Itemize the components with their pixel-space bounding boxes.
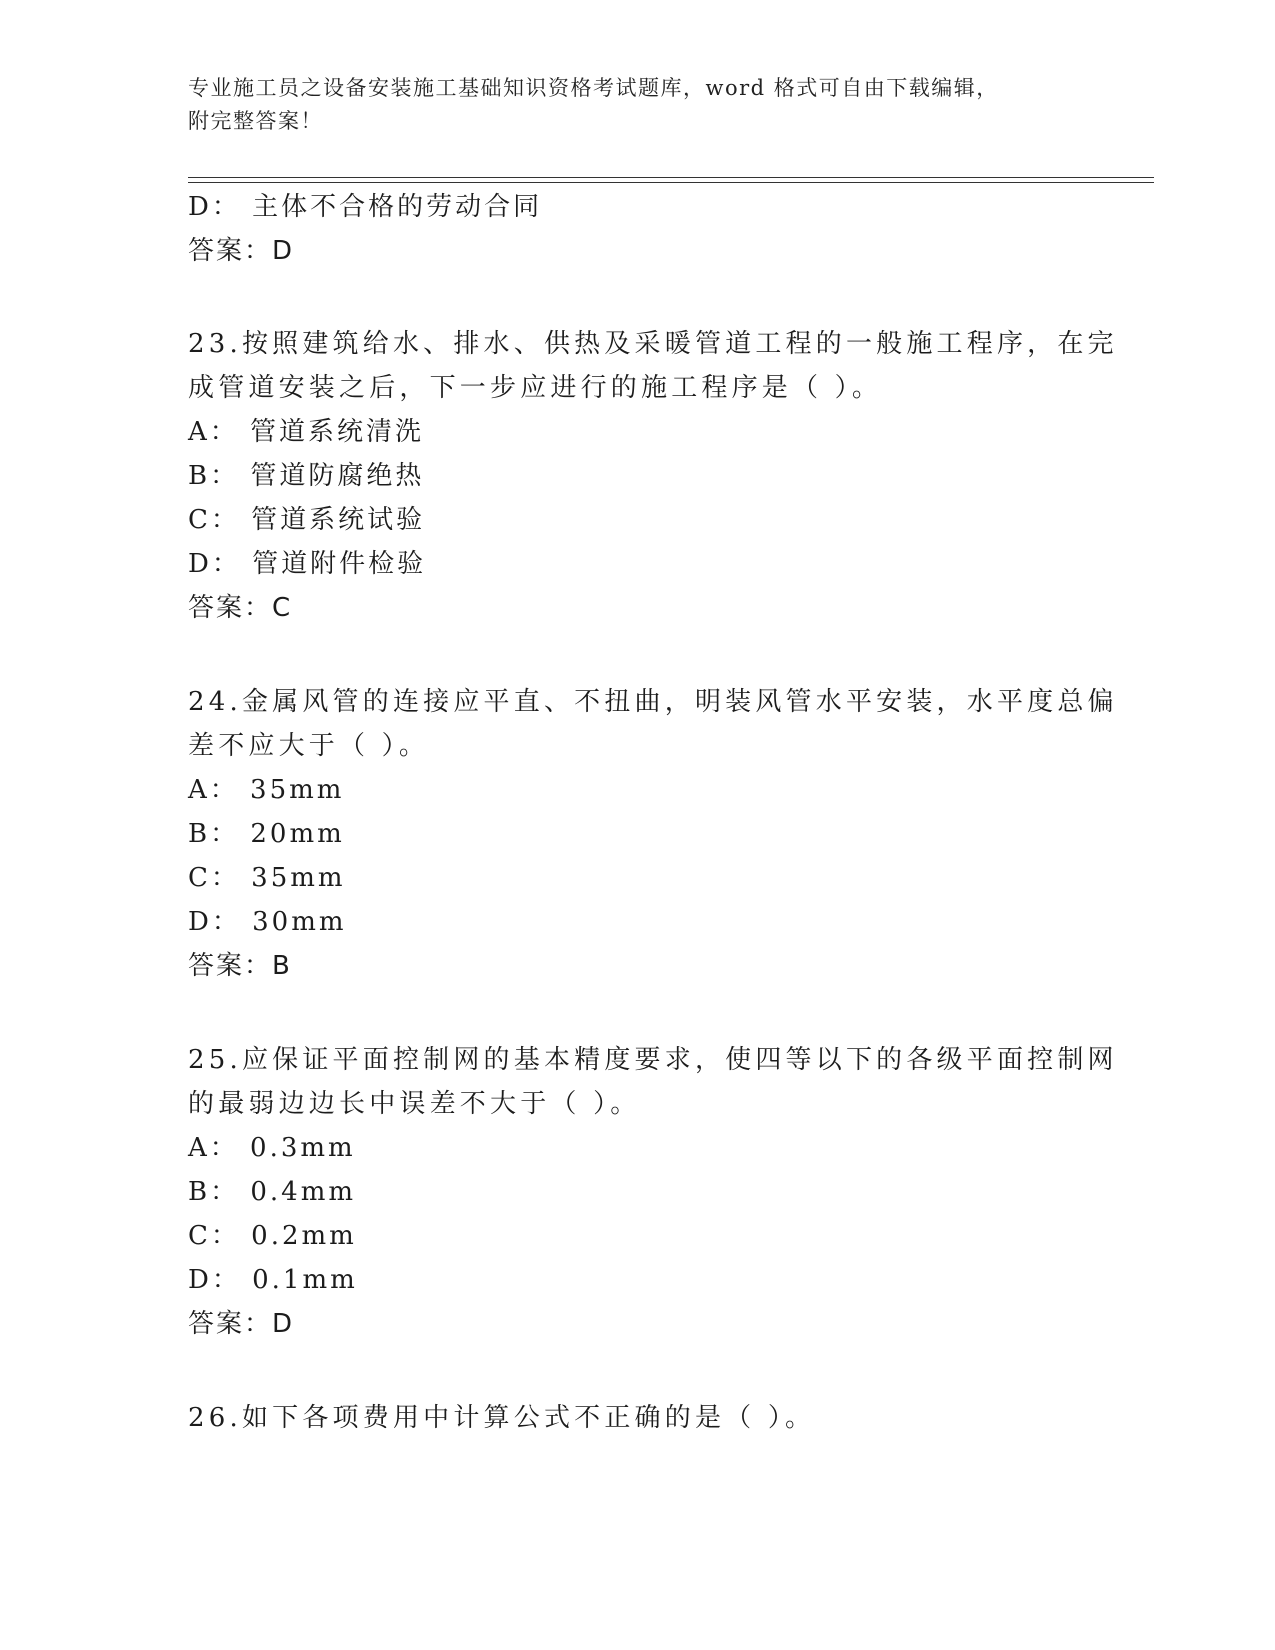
question-23-option-b: B： 管道防腐绝热 <box>188 461 425 491</box>
question-25-option-c: C： 0.2mm <box>188 1221 357 1251</box>
question-25-option-b: B： 0.4mm <box>188 1177 357 1207</box>
header-divider-bottom <box>188 182 1154 183</box>
question-25-option-d: D： 0.1mm <box>188 1265 358 1295</box>
question-23-option-c: C： 管道系统试验 <box>188 505 426 535</box>
answer-line: 答案：D <box>188 236 295 266</box>
question-26-text-line-1: 26.如下各项费用中计算公式不正确的是（ ）。 <box>188 1403 816 1433</box>
question-25-option-a: A： 0.3mm <box>188 1133 356 1163</box>
question-23-text-line-1: 23.按照建筑给水、排水、供热及采暖管道工程的一般施工程序，在完 <box>188 329 1118 359</box>
header-title-line-1: 专业施工员之设备安装施工基础知识资格考试题库，word 格式可自由下载编辑， <box>188 76 999 100</box>
question-24-text-line-2: 差不应大于（ ）。 <box>188 731 430 761</box>
question-25-answer: 答案：D <box>188 1309 295 1339</box>
question-25-text-line-2: 的最弱边边长中误差不大于（ ）。 <box>188 1089 641 1119</box>
question-24-option-a: A： 35mm <box>188 775 345 805</box>
header-title-line-2: 附完整答案！ <box>188 109 323 133</box>
question-23-answer: 答案：C <box>188 593 293 623</box>
document-header <box>188 72 1068 138</box>
question-23-option-a: A： 管道系统清洗 <box>188 417 425 447</box>
option-d: D： 主体不合格的劳动合同 <box>188 192 543 222</box>
question-24-option-b: B： 20mm <box>188 819 345 849</box>
question-23-option-d: D： 管道附件检验 <box>188 549 427 579</box>
question-25-text-line-1: 25.应保证平面控制网的基本精度要求，使四等以下的各级平面控制网 <box>188 1045 1118 1075</box>
question-24-answer: 答案：B <box>188 951 292 981</box>
question-24-option-d: D： 30mm <box>188 907 347 937</box>
question-24-option-c: C： 35mm <box>188 863 346 893</box>
question-23-text-line-2: 成管道安装之后，下一步应进行的施工程序是（ ）。 <box>188 373 883 403</box>
header-divider-top <box>188 177 1154 178</box>
question-24-text-line-1: 24.金属风管的连接应平直、不扭曲，明装风管水平安装，水平度总偏 <box>188 687 1118 717</box>
